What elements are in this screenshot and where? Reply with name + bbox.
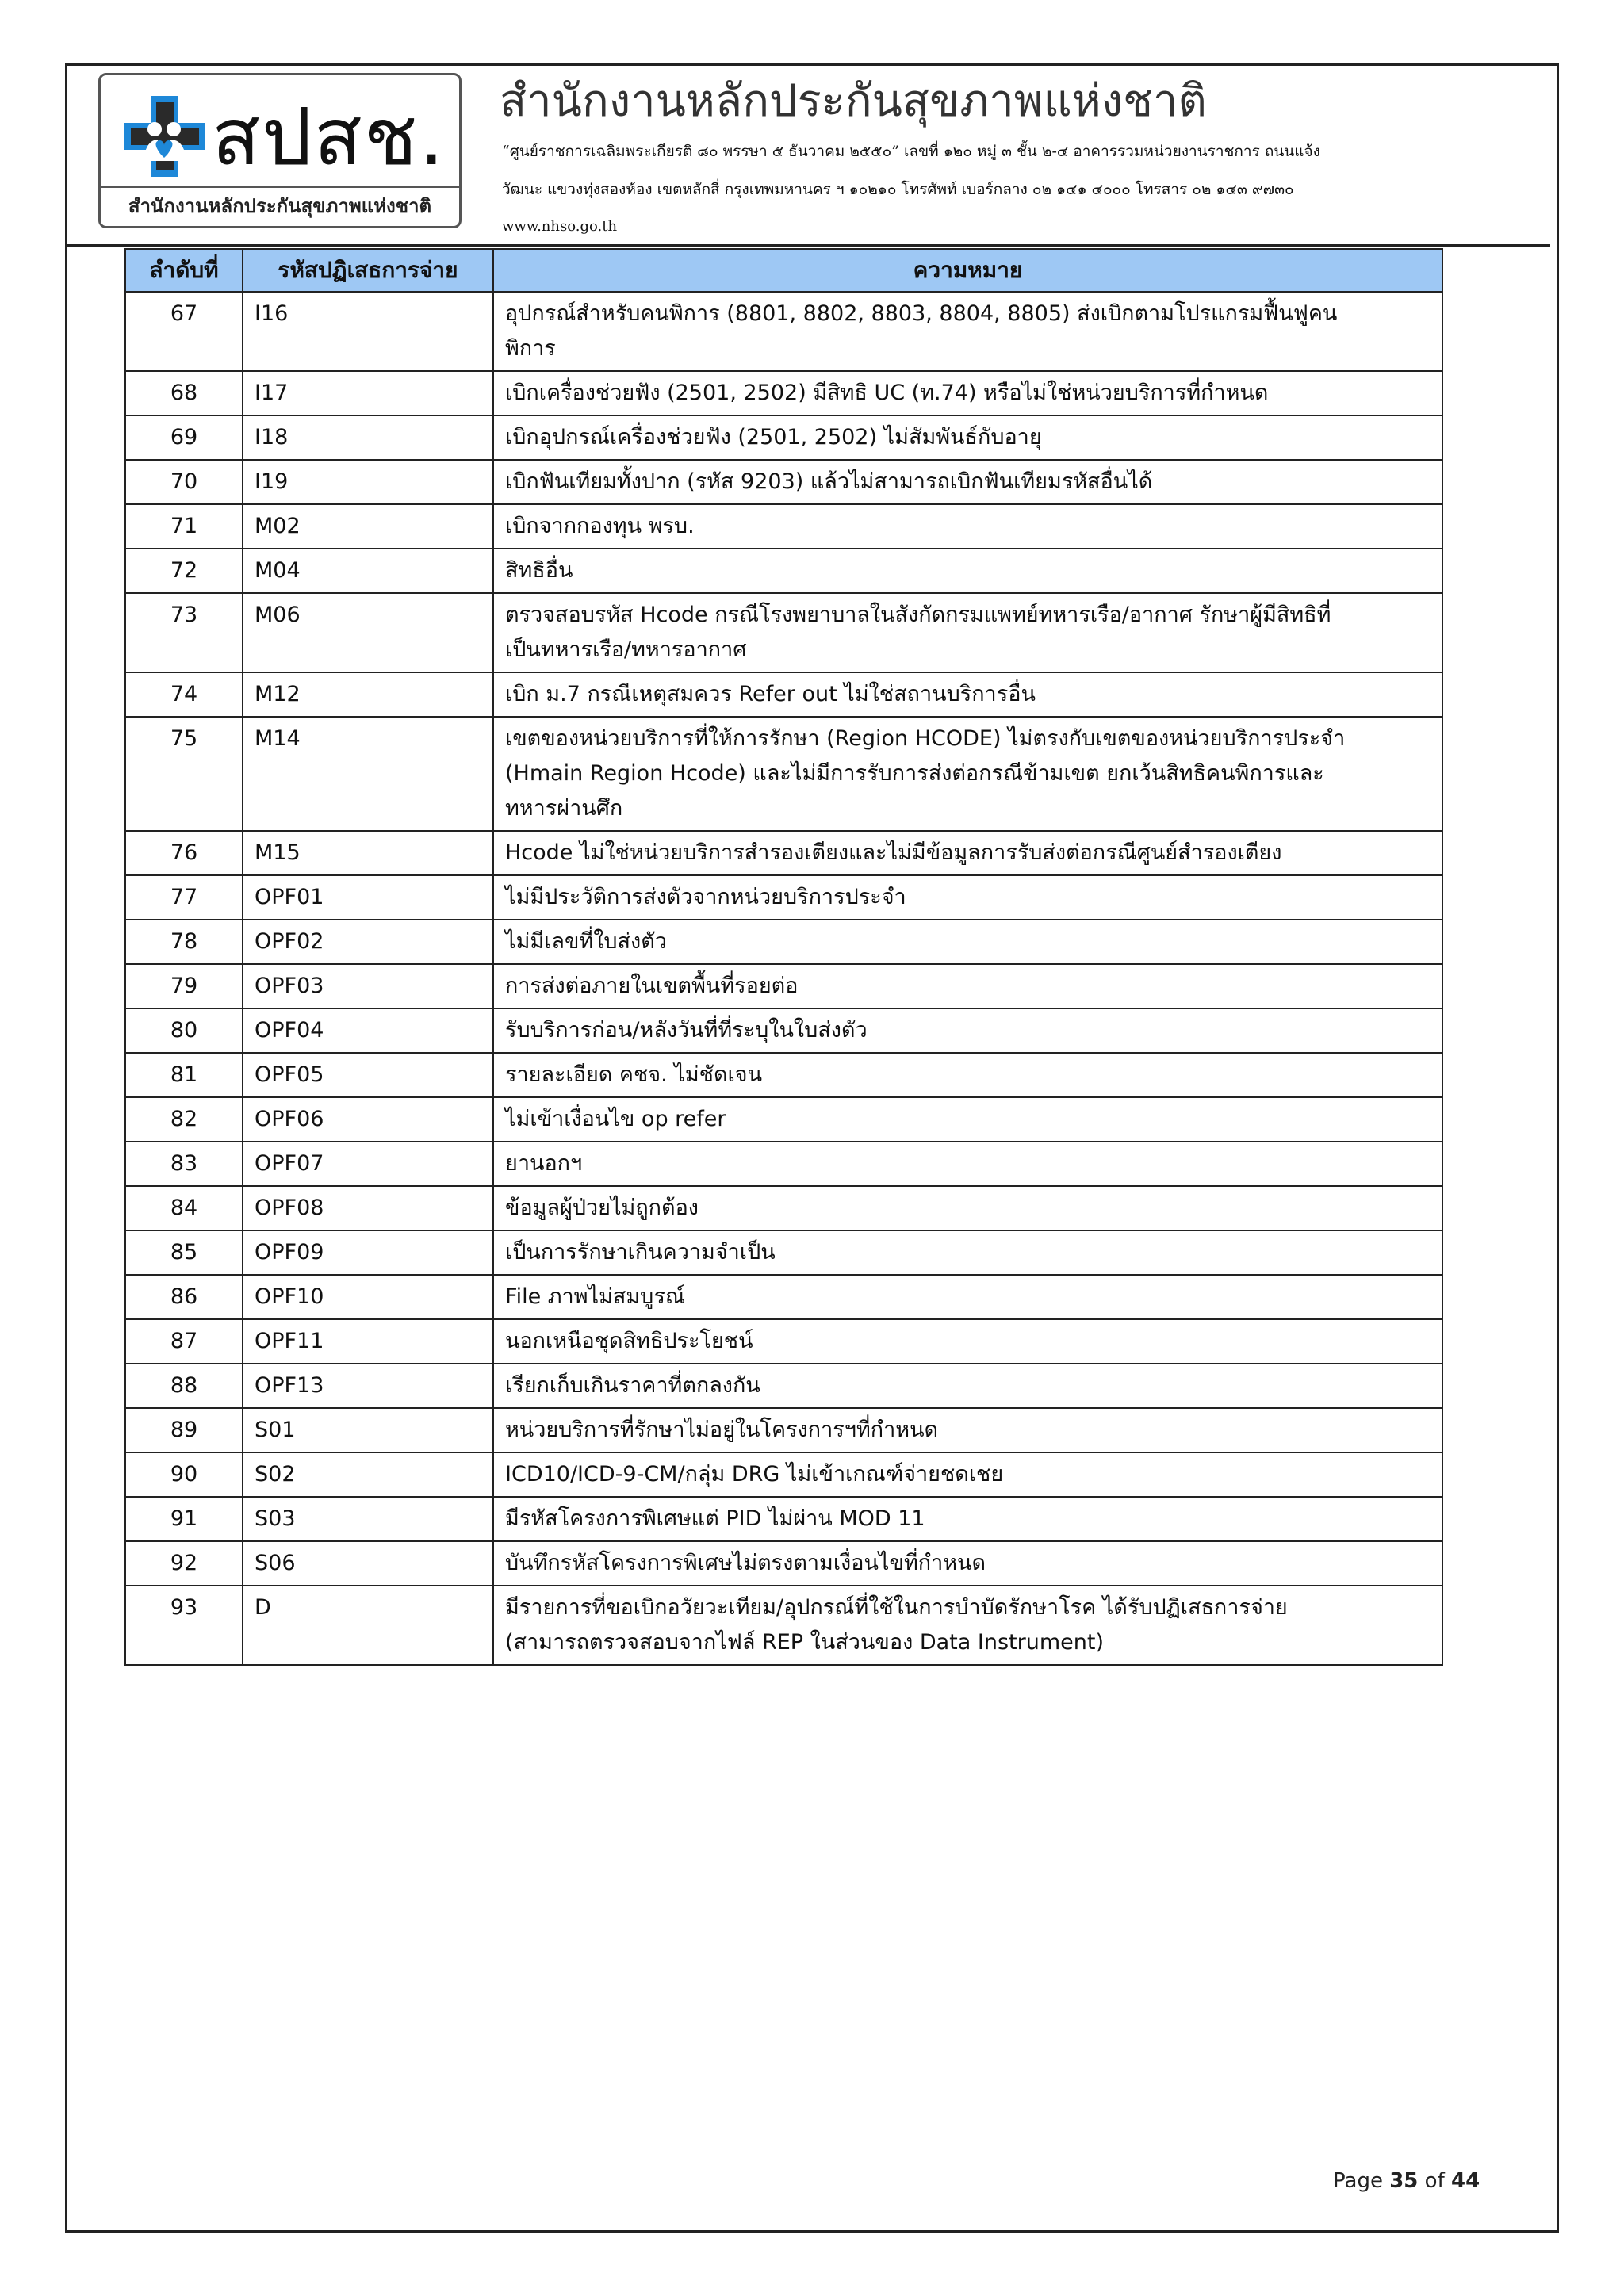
rejection-code: OPF11	[243, 1319, 493, 1364]
meaning-line: เป็นการรักษาเกินความจำเป็น	[505, 1240, 776, 1265]
row-number: 78	[125, 920, 243, 964]
row-number: 89	[125, 1408, 243, 1452]
website-url: www.nhso.go.th	[502, 218, 618, 235]
meaning-line: File ภาพไม่สมบูรณ์	[505, 1284, 685, 1309]
code-meaning	[493, 1408, 1442, 1452]
row-number: 79	[125, 964, 243, 1008]
table-row	[125, 717, 1442, 831]
table-row	[125, 292, 1442, 371]
rejection-code: M04	[243, 549, 493, 593]
code-meaning	[493, 460, 1442, 504]
address-line-1: “ศูนย์ราชการเฉลิมพระเกียรติ ๘๐ พรรษา ๕ ธันวาคม ๒๕๕๐” เลขที่ ๑๒๐ หมู่ ๓ ชั้น ๒-๔ อาคารรวมหน่วยงานราชการ ถนนแจ้ง	[502, 143, 1320, 160]
code-meaning	[493, 1497, 1442, 1541]
rejection-code: OPF04	[243, 1008, 493, 1053]
meaning-line: เบิกจากกองทุน พรบ.	[505, 514, 695, 538]
table-row	[125, 371, 1442, 415]
row-number: 76	[125, 831, 243, 875]
code-meaning	[493, 593, 1442, 672]
meaning-line: เบิกเครื่องช่วยฟัง (2501, 2502) มีสิทธิ UC (ท.74) หรือไม่ใช่หน่วยบริการที่กำหนด	[505, 381, 1269, 405]
row-number: 81	[125, 1053, 243, 1097]
meaning-line: หน่วยบริการที่รักษาไม่อยู่ในโครงการฯที่กำหนด	[505, 1418, 939, 1442]
meaning-line: ไม่มีเลขที่ใบส่งตัว	[505, 929, 667, 954]
meaning-line: ยานอกฯ	[505, 1151, 583, 1176]
row-number: 71	[125, 504, 243, 549]
rejection-code: OPF02	[243, 920, 493, 964]
code-meaning	[493, 1364, 1442, 1408]
meaning-line: เขตของหน่วยบริการที่ให้การรักษา (Region HCODE) ไม่ตรงกับเขตของหน่วยบริการประจำ	[505, 726, 1346, 751]
row-number: 75	[125, 717, 243, 831]
meaning-line: เรียกเก็บเกินราคาที่ตกลงกัน	[505, 1373, 760, 1398]
meaning-line: ICD10/ICD-9-CM/กลุ่ม DRG ไม่เข้าเกณฑ์จ่ายชดเชย	[505, 1462, 1004, 1487]
header-code: รหัสปฏิเสธการจ่าย	[243, 249, 493, 292]
rejection-code: M12	[243, 672, 493, 717]
code-meaning	[493, 1053, 1442, 1097]
code-meaning	[493, 504, 1442, 549]
row-number: 86	[125, 1275, 243, 1319]
row-number: 93	[125, 1586, 243, 1665]
page-total: 44	[1451, 2169, 1480, 2193]
code-meaning	[493, 920, 1442, 964]
meaning-line: (สามารถตรวจสอบจากไฟล์ REP ในส่วนของ Data Instrument)	[505, 1630, 1104, 1655]
table-row	[125, 672, 1442, 717]
table-row	[125, 1053, 1442, 1097]
meaning-line: เบิกอุปกรณ์เครื่องช่วยฟัง (2501, 2502) ไม่สัมพันธ์กับอายุ	[505, 425, 1042, 450]
meaning-line: ไม่เข้าเงื่อนไข op refer	[505, 1107, 726, 1131]
code-meaning	[493, 1452, 1442, 1497]
meaning-line: ข้อมูลผู้ป่วยไม่ถูกต้อง	[505, 1196, 699, 1220]
table-row	[125, 1142, 1442, 1186]
meaning-line: ไม่มีประวัติการส่งตัวจากหน่วยบริการประจำ	[505, 885, 906, 909]
code-meaning	[493, 549, 1442, 593]
table-row	[125, 875, 1442, 920]
row-number: 74	[125, 672, 243, 717]
code-meaning	[493, 1097, 1442, 1142]
table-row	[125, 1364, 1442, 1408]
rejection-code: M14	[243, 717, 493, 831]
address-line-2: วัฒนะ แขวงทุ่งสองห้อง เขตหลักสี่ กรุงเทพมหานคร ฯ ๑๐๒๑๐ โทรศัพท์ เบอร์กลาง ๐๒ ๑๔๑ ๔๐๐๐ โทรสาร ๐๒ ๑๔๓ ๙๗๓๐	[502, 181, 1294, 198]
rejection-code: S02	[243, 1452, 493, 1497]
row-number: 73	[125, 593, 243, 672]
header-meaning: ความหมาย	[493, 249, 1442, 292]
table-row	[125, 1008, 1442, 1053]
code-meaning	[493, 1275, 1442, 1319]
rejection-codes-table	[124, 248, 1443, 1666]
meaning-line: ทหารผ่านศึก	[505, 796, 623, 821]
code-meaning	[493, 292, 1442, 371]
rejection-code: S06	[243, 1541, 493, 1586]
meaning-line: พิการ	[505, 336, 556, 361]
meaning-line: มีรายการที่ขอเบิกอวัยวะเทียม/อุปกรณ์ที่ใช้ในการบำบัดรักษาโรค ได้รับปฏิเสธการจ่าย	[505, 1595, 1288, 1620]
meaning-line: บันทึกรหัสโครงการพิเศษไม่ตรงตามเงื่อนไขที่กำหนด	[505, 1551, 986, 1575]
meaning-line: สิทธิอื่น	[505, 558, 573, 583]
of-word: of	[1424, 2169, 1445, 2193]
meaning-line: ตรวจสอบรหัส Hcode กรณีโรงพยาบาลในสังกัดกรมแพทย์ทหารเรือ/อากาศ รักษาผู้มีสิทธิที่	[505, 603, 1331, 627]
code-meaning	[493, 371, 1442, 415]
row-number: 92	[125, 1541, 243, 1586]
rejection-code: I19	[243, 460, 493, 504]
code-meaning	[493, 1008, 1442, 1053]
code-meaning	[493, 1541, 1442, 1586]
row-number: 91	[125, 1497, 243, 1541]
meaning-line: รายละเอียด คชจ. ไม่ชัดเจน	[505, 1062, 763, 1087]
code-meaning	[493, 1186, 1442, 1230]
table-row	[125, 920, 1442, 964]
rejection-code: OPF05	[243, 1053, 493, 1097]
code-meaning	[493, 964, 1442, 1008]
table-row	[125, 1186, 1442, 1230]
table-body	[125, 292, 1442, 1665]
table-row	[125, 415, 1442, 460]
header-sequence: ลำดับที่	[125, 249, 243, 292]
row-number: 70	[125, 460, 243, 504]
table-row	[125, 1408, 1442, 1452]
rejection-code: M06	[243, 593, 493, 672]
table-row	[125, 831, 1442, 875]
table-row	[125, 1541, 1442, 1586]
code-meaning	[493, 1142, 1442, 1186]
rejection-code: OPF08	[243, 1186, 493, 1230]
rejection-code: OPF06	[243, 1097, 493, 1142]
meaning-line: เบิก ม.7 กรณีเหตุสมควร Refer out ไม่ใช่สถานบริการอื่น	[505, 682, 1036, 706]
row-number: 90	[125, 1452, 243, 1497]
nhso-emblem-icon	[121, 93, 209, 180]
organization-title: สำนักงานหลักประกันสุขภาพแห่งชาติ	[500, 75, 1207, 127]
table-row	[125, 549, 1442, 593]
row-number: 77	[125, 875, 243, 920]
row-number: 82	[125, 1097, 243, 1142]
meaning-line: เป็นทหารเรือ/ทหารอากาศ	[505, 637, 747, 662]
meaning-line: รับบริการก่อน/หลังวันที่ที่ระบุในใบส่งตัว	[505, 1018, 868, 1043]
table-row	[125, 593, 1442, 672]
table-row	[125, 504, 1442, 549]
header-divider	[65, 244, 1550, 247]
meaning-line: นอกเหนือชุดสิทธิประโยชน์	[505, 1329, 753, 1353]
code-meaning	[493, 1586, 1442, 1665]
code-meaning	[493, 831, 1442, 875]
rejection-code: OPF01	[243, 875, 493, 920]
logo-caption: สำนักงานหลักประกันสุขภาพแห่งชาติ	[101, 186, 459, 226]
table-row	[125, 1230, 1442, 1275]
code-meaning	[493, 1319, 1442, 1364]
page-current: 35	[1389, 2169, 1419, 2193]
table-row	[125, 1319, 1442, 1364]
table-row	[125, 964, 1442, 1008]
row-number: 84	[125, 1186, 243, 1230]
rejection-code: S01	[243, 1408, 493, 1452]
rejection-code: S03	[243, 1497, 493, 1541]
rejection-code: I16	[243, 292, 493, 371]
row-number: 68	[125, 371, 243, 415]
rejection-code: OPF13	[243, 1364, 493, 1408]
row-number: 72	[125, 549, 243, 593]
meaning-line: เบิกฟันเทียมทั้งปาก (รหัส 9203) แล้วไม่สามารถเบิกฟันเทียมรหัสอื่นได้	[505, 469, 1153, 494]
table-row	[125, 1275, 1442, 1319]
page-word: Page	[1333, 2169, 1383, 2193]
row-number: 67	[125, 292, 243, 371]
rejection-code: OPF10	[243, 1275, 493, 1319]
table-row	[125, 1097, 1442, 1142]
code-meaning	[493, 1230, 1442, 1275]
page-number	[1333, 2169, 1480, 2193]
row-number: 88	[125, 1364, 243, 1408]
code-meaning	[493, 672, 1442, 717]
row-number: 85	[125, 1230, 243, 1275]
meaning-line: การส่งต่อภายในเขตพื้นที่รอยต่อ	[505, 974, 799, 998]
row-number: 69	[125, 415, 243, 460]
table-row	[125, 1497, 1442, 1541]
meaning-line: Hcode ไม่ใช่หน่วยบริการสำรองเตียงและไม่มีข้อมูลการรับส่งต่อกรณีศูนย์สำรองเตียง	[505, 840, 1282, 865]
row-number: 83	[125, 1142, 243, 1186]
row-number: 80	[125, 1008, 243, 1053]
rejection-code: OPF07	[243, 1142, 493, 1186]
code-meaning	[493, 717, 1442, 831]
meaning-line: อุปกรณ์สำหรับคนพิการ (8801, 8802, 8803, 8804, 8805) ส่งเบิกตามโปรแกรมฟื้นฟูคน	[505, 301, 1338, 326]
rejection-code: OPF03	[243, 964, 493, 1008]
table-row	[125, 1452, 1442, 1497]
meaning-line: (Hmain Region Hcode) และไม่มีการรับการส่งต่อกรณีข้ามเขต ยกเว้นสิทธิคนพิการและ	[505, 761, 1324, 786]
table-header-row	[125, 249, 1442, 292]
rejection-code: D	[243, 1586, 493, 1665]
rejection-code: OPF09	[243, 1230, 493, 1275]
code-meaning	[493, 415, 1442, 460]
rejection-code: M15	[243, 831, 493, 875]
logo-abbreviation: สปสช.	[212, 90, 446, 183]
rejection-code: I17	[243, 371, 493, 415]
rejection-code: M02	[243, 504, 493, 549]
table-row	[125, 1586, 1442, 1665]
table-row	[125, 460, 1442, 504]
code-meaning	[493, 875, 1442, 920]
rejection-code: I18	[243, 415, 493, 460]
meaning-line: มีรหัสโครงการพิเศษแต่ PID ไม่ผ่าน MOD 11	[505, 1506, 925, 1531]
row-number: 87	[125, 1319, 243, 1364]
nhso-logo	[98, 73, 462, 228]
